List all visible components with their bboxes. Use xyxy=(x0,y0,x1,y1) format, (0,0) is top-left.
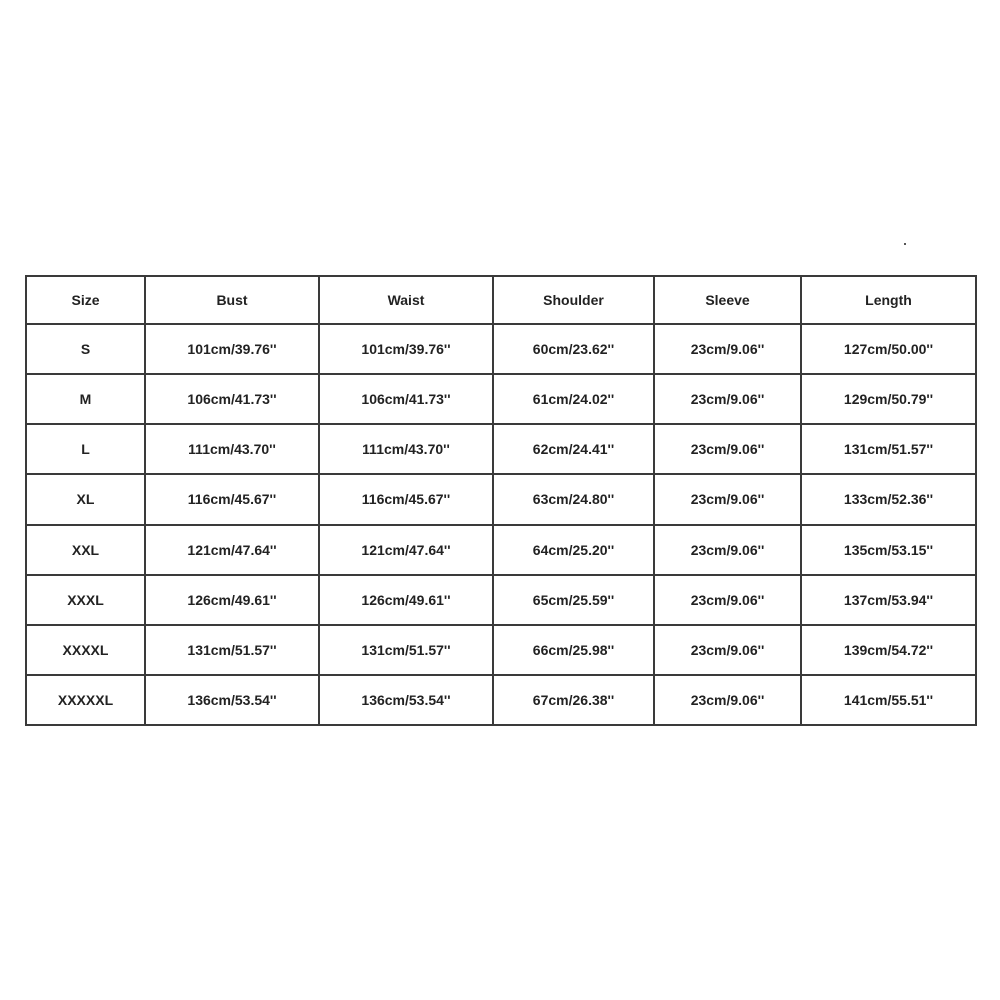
cell-shoulder: 65cm/25.59'' xyxy=(493,575,654,625)
cell-bust: 101cm/39.76'' xyxy=(145,324,319,374)
table-row xyxy=(26,575,976,625)
cell-waist: 101cm/39.76'' xyxy=(319,324,493,374)
cell-size: XXL xyxy=(26,525,145,575)
cell-waist: 111cm/43.70'' xyxy=(319,424,493,474)
cell-sleeve: 23cm/9.06'' xyxy=(654,374,801,424)
table-row xyxy=(26,374,976,424)
table-row xyxy=(26,675,976,725)
cell-bust: 131cm/51.57'' xyxy=(145,625,319,675)
size-chart-table xyxy=(25,275,977,726)
cell-size: XL xyxy=(26,474,145,524)
header-waist: Waist xyxy=(319,276,493,324)
cell-size: XXXXXL xyxy=(26,675,145,725)
header-sleeve: Sleeve xyxy=(654,276,801,324)
header-shoulder: Shoulder xyxy=(493,276,654,324)
table-row xyxy=(26,474,976,524)
cell-size: XXXXL xyxy=(26,625,145,675)
cell-size: XXXL xyxy=(26,575,145,625)
table-row xyxy=(26,424,976,474)
header-size: Size xyxy=(26,276,145,324)
cell-waist: 136cm/53.54'' xyxy=(319,675,493,725)
cell-size: S xyxy=(26,324,145,374)
stray-dot xyxy=(904,243,906,245)
cell-sleeve: 23cm/9.06'' xyxy=(654,625,801,675)
cell-shoulder: 60cm/23.62'' xyxy=(493,324,654,374)
header-row xyxy=(26,276,976,324)
table-row xyxy=(26,324,976,374)
cell-shoulder: 62cm/24.41'' xyxy=(493,424,654,474)
cell-sleeve: 23cm/9.06'' xyxy=(654,525,801,575)
cell-sleeve: 23cm/9.06'' xyxy=(654,675,801,725)
cell-shoulder: 66cm/25.98'' xyxy=(493,625,654,675)
cell-length: 133cm/52.36'' xyxy=(801,474,976,524)
cell-length: 137cm/53.94'' xyxy=(801,575,976,625)
header-length: Length xyxy=(801,276,976,324)
cell-waist: 131cm/51.57'' xyxy=(319,625,493,675)
cell-size: L xyxy=(26,424,145,474)
cell-bust: 116cm/45.67'' xyxy=(145,474,319,524)
cell-length: 129cm/50.79'' xyxy=(801,374,976,424)
cell-shoulder: 64cm/25.20'' xyxy=(493,525,654,575)
cell-size: M xyxy=(26,374,145,424)
cell-shoulder: 67cm/26.38'' xyxy=(493,675,654,725)
cell-shoulder: 61cm/24.02'' xyxy=(493,374,654,424)
cell-shoulder: 63cm/24.80'' xyxy=(493,474,654,524)
cell-sleeve: 23cm/9.06'' xyxy=(654,324,801,374)
cell-length: 135cm/53.15'' xyxy=(801,525,976,575)
cell-sleeve: 23cm/9.06'' xyxy=(654,474,801,524)
cell-bust: 111cm/43.70'' xyxy=(145,424,319,474)
cell-waist: 121cm/47.64'' xyxy=(319,525,493,575)
cell-sleeve: 23cm/9.06'' xyxy=(654,424,801,474)
cell-waist: 126cm/49.61'' xyxy=(319,575,493,625)
cell-bust: 106cm/41.73'' xyxy=(145,374,319,424)
table-row xyxy=(26,525,976,575)
cell-waist: 116cm/45.67'' xyxy=(319,474,493,524)
cell-waist: 106cm/41.73'' xyxy=(319,374,493,424)
cell-length: 139cm/54.72'' xyxy=(801,625,976,675)
cell-length: 127cm/50.00'' xyxy=(801,324,976,374)
cell-sleeve: 23cm/9.06'' xyxy=(654,575,801,625)
table-row xyxy=(26,625,976,675)
cell-bust: 136cm/53.54'' xyxy=(145,675,319,725)
cell-bust: 126cm/49.61'' xyxy=(145,575,319,625)
cell-length: 141cm/55.51'' xyxy=(801,675,976,725)
header-bust: Bust xyxy=(145,276,319,324)
cell-length: 131cm/51.57'' xyxy=(801,424,976,474)
cell-bust: 121cm/47.64'' xyxy=(145,525,319,575)
